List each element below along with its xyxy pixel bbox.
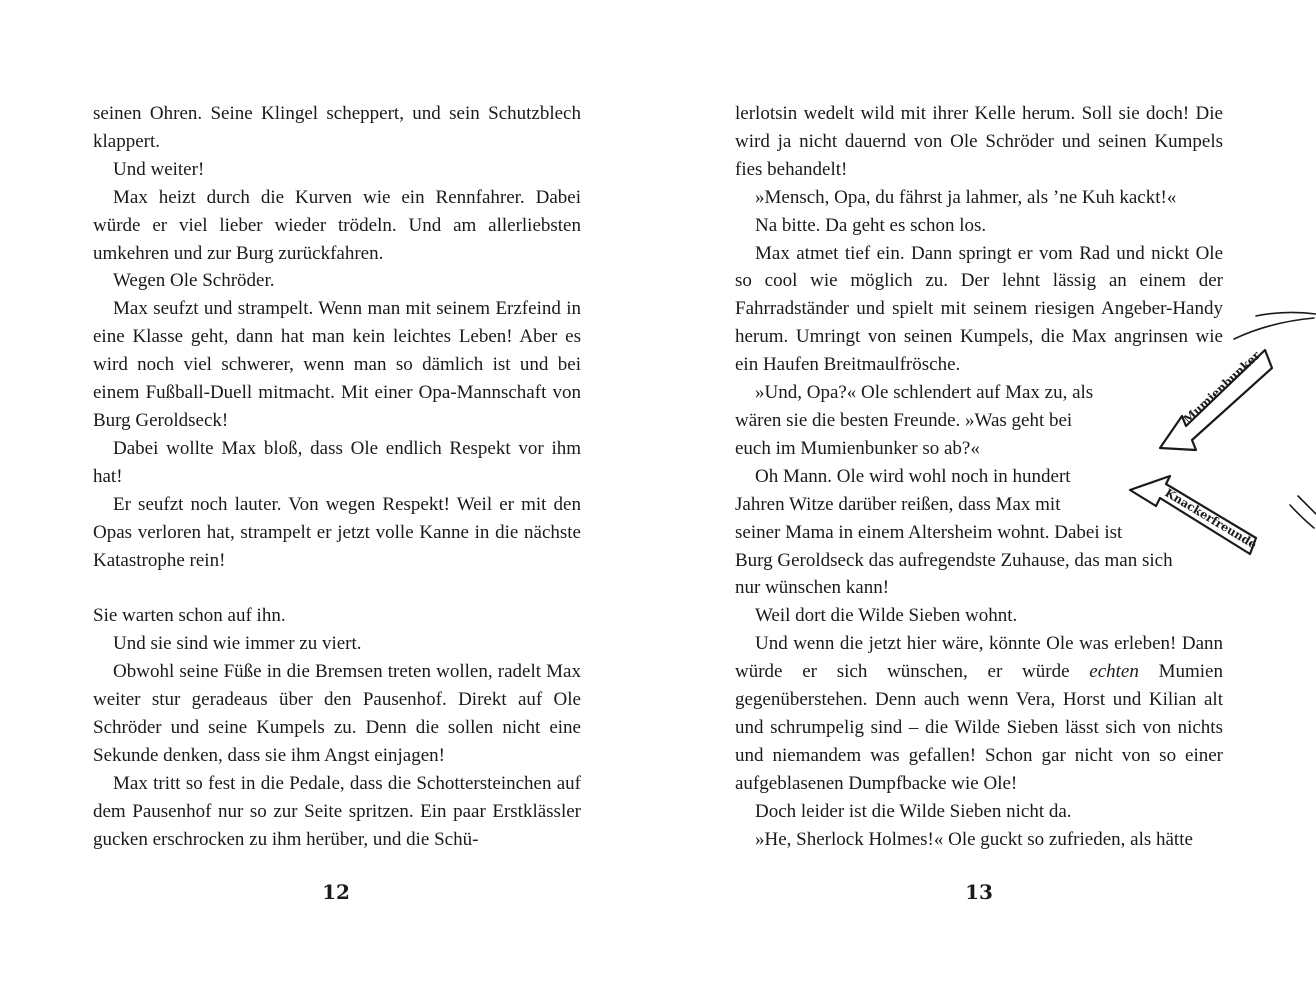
right-paragraph-6-line-4: Burg Geroldseck das aufregendste Zuhause, das man sich <box>735 549 1173 571</box>
left-paragraph-10: Obwohl seine Füße in die Bremsen treten wollen, radelt Max weiter stur geradeaus über den Pausenhof. Direkt auf Ole Schröder und seine Kumpels zu. Denn die sollen nicht eine Sekunde denken, dass sie ihm Angst einjagen! <box>93 661 581 766</box>
left-paragraph-11: Max tritt so fest in die Pedale, dass die Schottersteinchen auf dem Pausenhof nur so zur Seite spritzen. Ein paar Erstklässler gucken erschrocken zu ihm herüber, und die Schü- <box>93 772 581 850</box>
left-paragraph-4: Wegen Ole Schröder. <box>113 270 275 292</box>
right-paragraph-2: »Mensch, Opa, du fährst ja lahmer, als ’ne Kuh kackt!« <box>755 186 1177 208</box>
emphasis-word: echten <box>1089 661 1139 683</box>
right-paragraph-5-line-2: wären sie die besten Freunde. »Was geht bei <box>735 409 1073 431</box>
left-paragraph-5: Max seufzt und strampelt. Wenn man mit seinem Erzfeind in eine Klasse geht, dann hat man kein leichtes Leben! Aber es wird noch viel schwerer, wenn man so dämlich ist und bei einem Fußball-Duell mitmacht. Mit einer Opa-Mannschaft von Burg Geroldseck! <box>93 298 581 431</box>
right-paragraph-3: Na bitte. Da geht es schon los. <box>755 214 987 236</box>
right-paragraph-8 <box>735 630 1223 797</box>
right-paragraph-8-end: Mumien gegenüberstehen. Denn auch wenn Vera, Horst und Kilian alt und schrumpelig sind – die Wilde Sieben lässt sich von nichts und niemandem was gefallen! Schon gar nicht von so einer aufgeblasenen Dumpfbacke wie Ole! <box>735 661 1223 794</box>
arrow-sign-knackerfreunde <box>1130 476 1259 554</box>
right-paragraph-5-line-3: euch im Mumienbunker so ab?« <box>735 437 980 459</box>
right-paragraph-1: lerlotsin wedelt wild mit ihrer Kelle herum. Soll sie doch! Die wird ja nicht dauernd von Ole Schröder und seinen Kumpels fies behandelt! <box>735 103 1223 180</box>
signpost-illustration <box>1120 300 1316 570</box>
left-paragraph-1: seinen Ohren. Seine Klingel scheppert, und sein Schutzblech klappert. <box>93 103 581 152</box>
page-number-right: 13 <box>965 880 993 904</box>
page-number-left: 12 <box>322 880 350 904</box>
sign-label-mumienbunker: Mumienbunker <box>1180 348 1263 427</box>
right-paragraph-6-line-3: seiner Mama in einem Altersheim wohnt. Dabei ist <box>735 521 1123 543</box>
left-paragraph-6: Dabei wollte Max bloß, dass Ole endlich Respekt vor ihm hat! <box>93 437 581 487</box>
left-paragraph-9: Und sie sind wie immer zu viert. <box>113 633 362 655</box>
right-paragraph-6-line-5: nur wünschen kann! <box>735 577 890 599</box>
right-paragraph-4: Max atmet tief ein. Dann springt er vom Rad und nickt Ole so cool wie möglich zu. Der lehnt lässig an einem der Fahrradständer und spielt mit seinem riesigen Angeber-Handy herum. Umringt von seinen Kumpels, die Max angrinsen wie ein Haufen Breitmaulfrösche. <box>735 242 1223 376</box>
left-page <box>93 100 581 853</box>
right-paragraph-7: Weil dort die Wilde Sieben wohnt. <box>755 605 1018 627</box>
right-paragraph-6-line-1: Oh Mann. Ole wird wohl noch in hundert <box>755 465 1071 487</box>
left-paragraph-3: Max heizt durch die Kurven wie ein Rennfahrer. Dabei würde er viel lieber wieder trödeln. Und am allerliebsten umkehren und zur Burg zurückfahren. <box>93 186 581 264</box>
right-paragraph-10: »He, Sherlock Holmes!« Ole guckt so zufrieden, als hätte <box>755 828 1193 850</box>
left-paragraph-2: Und weiter! <box>113 158 205 180</box>
right-paragraph-5-line-1: »Und, Opa?« Ole schlendert auf Max zu, als <box>755 382 1094 404</box>
sign-label-knackerfreunde: Knackerfreunde <box>1162 485 1260 552</box>
left-paragraph-8: Sie warten schon auf ihn. <box>93 605 286 627</box>
right-paragraph-8-start: Und wenn die jetzt hier wäre, könnte Ole was erleben! Dann würde er sich wünschen, er würde <box>735 633 1223 683</box>
right-paragraph-6-line-2: Jahren Witze darüber reißen, dass Max mit <box>735 493 1061 515</box>
arrow-sign-mumienbunker <box>1160 348 1272 450</box>
motion-lines <box>1234 312 1316 528</box>
left-paragraph-7: Er seufzt noch lauter. Von wegen Respekt! Weil er mit den Opas verloren hat, strampelt er jetzt volle Kanne in die nächste Katastrophe rein! <box>93 493 581 571</box>
right-paragraph-9: Doch leider ist die Wilde Sieben nicht da. <box>755 800 1072 822</box>
